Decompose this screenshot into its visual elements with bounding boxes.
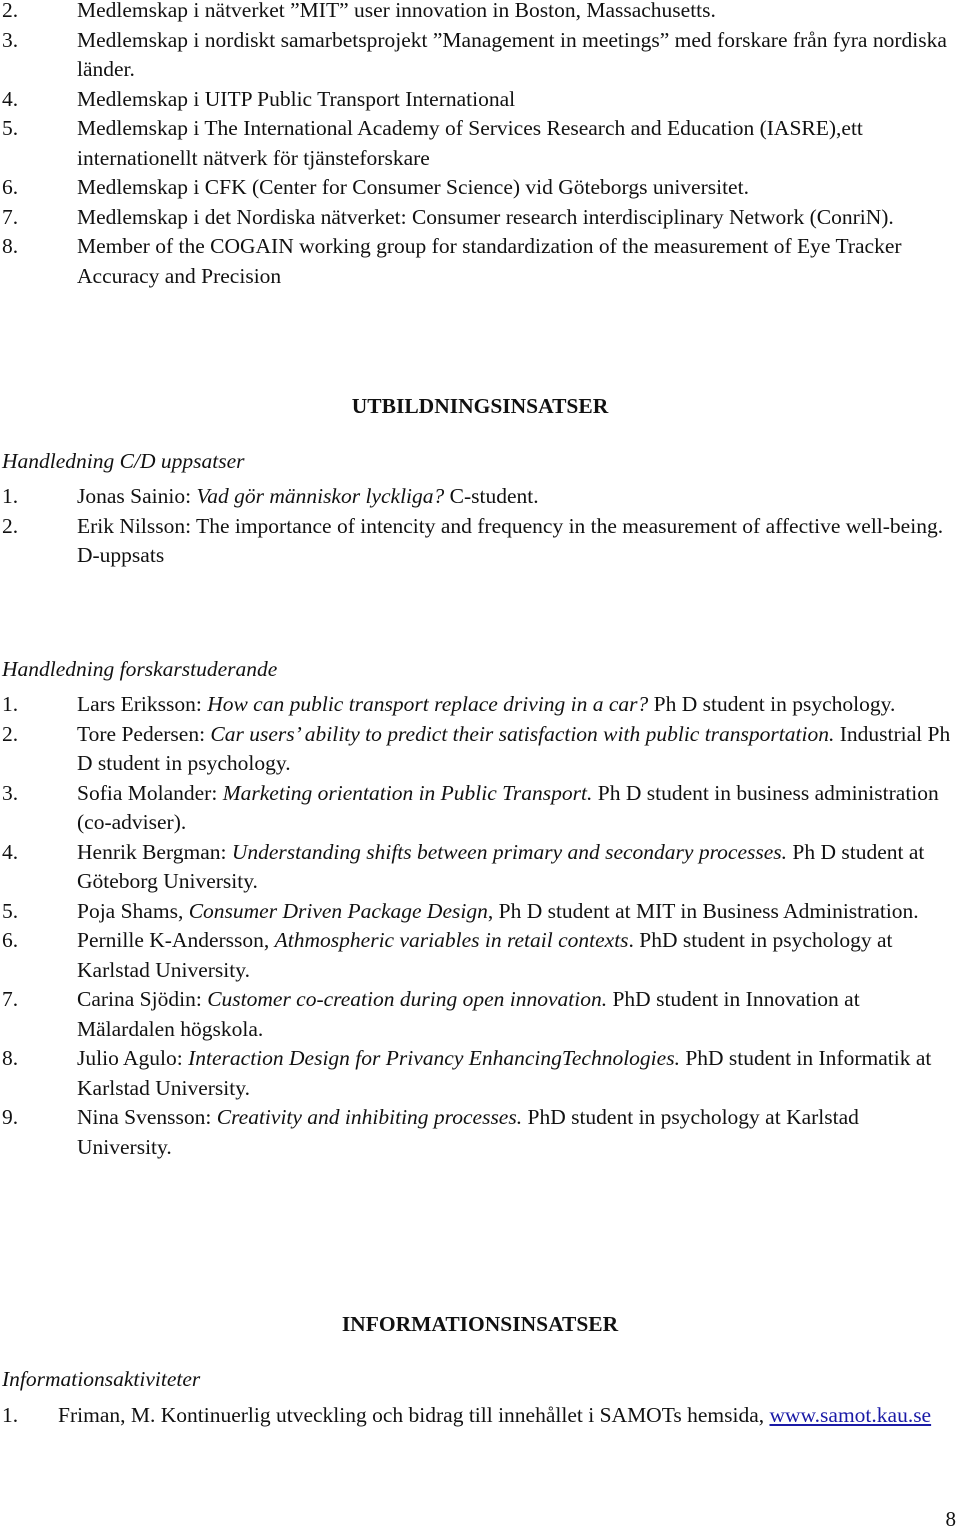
- subheading-forskarstuderande: Handledning forskarstuderande: [2, 657, 278, 681]
- list-item: 4. Medlemskap i UITP Public Transport International: [2, 86, 516, 111]
- list-item: 2. Tore Pedersen: Car users’ ability to predict their satisfaction with public transportation. Industrial Ph D student in psychology.: [2, 721, 951, 775]
- list-item: 2. Erik Nilsson: The importance of intencity and frequency in the measurement of affective well-being. D-uppsats: [2, 513, 944, 567]
- section-heading-information: INFORMATIONSINSATSER: [341, 1312, 619, 1336]
- list-item: 3. Sofia Molander: Marketing orientation in Public Transport. Ph D student in business administration (co-adviser).: [2, 780, 939, 834]
- list-item: 8. Member of the COGAIN working group for standardization of the measurement of Eye Tracker Accuracy and Precision: [2, 234, 902, 288]
- page-number: 8: [945, 1507, 956, 1531]
- list-item: 1. Lars Eriksson: How can public transport replace driving in a car? Ph D student in psychology.: [2, 692, 896, 716]
- list-item: 8. Julio Agulo: Interaction Design for Privancy EnhancingTechnologies. PhD student in Informatik at Karlstad University.: [2, 1046, 932, 1100]
- list-item: 4. Henrik Bergman: Understanding shifts between primary and secondary processes. Ph D student at Göteborg University.: [2, 839, 925, 893]
- list-item: 3. Medlemskap i nordiskt samarbetsprojekt ”Management in meetings” med forskare från fyra nordiska länder.: [2, 27, 947, 81]
- list-item: 1. Jonas Sainio: Vad gör människor lyckliga? C-student.: [2, 484, 539, 508]
- phd-supervision-list: [0, 690, 958, 1162]
- list-item: 2. Medlemskap i nätverket ”MIT” user innovation in Boston, Massachusetts.: [2, 0, 716, 22]
- information-list: [0, 1401, 958, 1431]
- cd-supervision-list: [0, 482, 958, 571]
- list-item: 6. Pernille K-Andersson, Athmospheric variables in retail contexts. PhD student in psychology at Karlstad University.: [2, 928, 893, 982]
- list-item: 7. Carina Sjödin: Customer co-creation during open innovation. PhD student in Innovation at Mälardalen högskola.: [2, 987, 860, 1041]
- samot-website-link[interactable]: www.samot.kau.se: [769, 1403, 932, 1427]
- section-heading-utbildning: UTBILDNINGSINSATSER: [351, 394, 609, 418]
- list-item: 6. Medlemskap i CFK (Center for Consumer Science) vid Göteborgs universitet.: [2, 175, 749, 199]
- membership-list: [0, 0, 958, 291]
- list-item: 5. Poja Shams, Consumer Driven Package Design, Ph D student at MIT in Business Administration.: [2, 898, 919, 923]
- list-item: 7. Medlemskap i det Nordiska nätverket: Consumer research interdisciplinary Network (ConriN).: [2, 204, 894, 229]
- list-item: 9. Nina Svensson: Creativity and inhibiting processes. PhD student in psychology at Karlstad University.: [2, 1105, 859, 1159]
- list-item: 5. Medlemskap i The International Academy of Services Research and Education (IASRE),ett internationellt nätverk för tjänsteforskare: [2, 116, 863, 170]
- list-item: 1. Friman, M. Kontinuerlig utveckling och bidrag till innehållet i SAMOTs hemsida, www.samot.kau.se: [2, 1403, 932, 1427]
- subheading-informationsaktiviteter: Informationsaktiviteter: [2, 1367, 201, 1391]
- subheading-cd-uppsatser: Handledning C/D uppsatser: [2, 449, 245, 473]
